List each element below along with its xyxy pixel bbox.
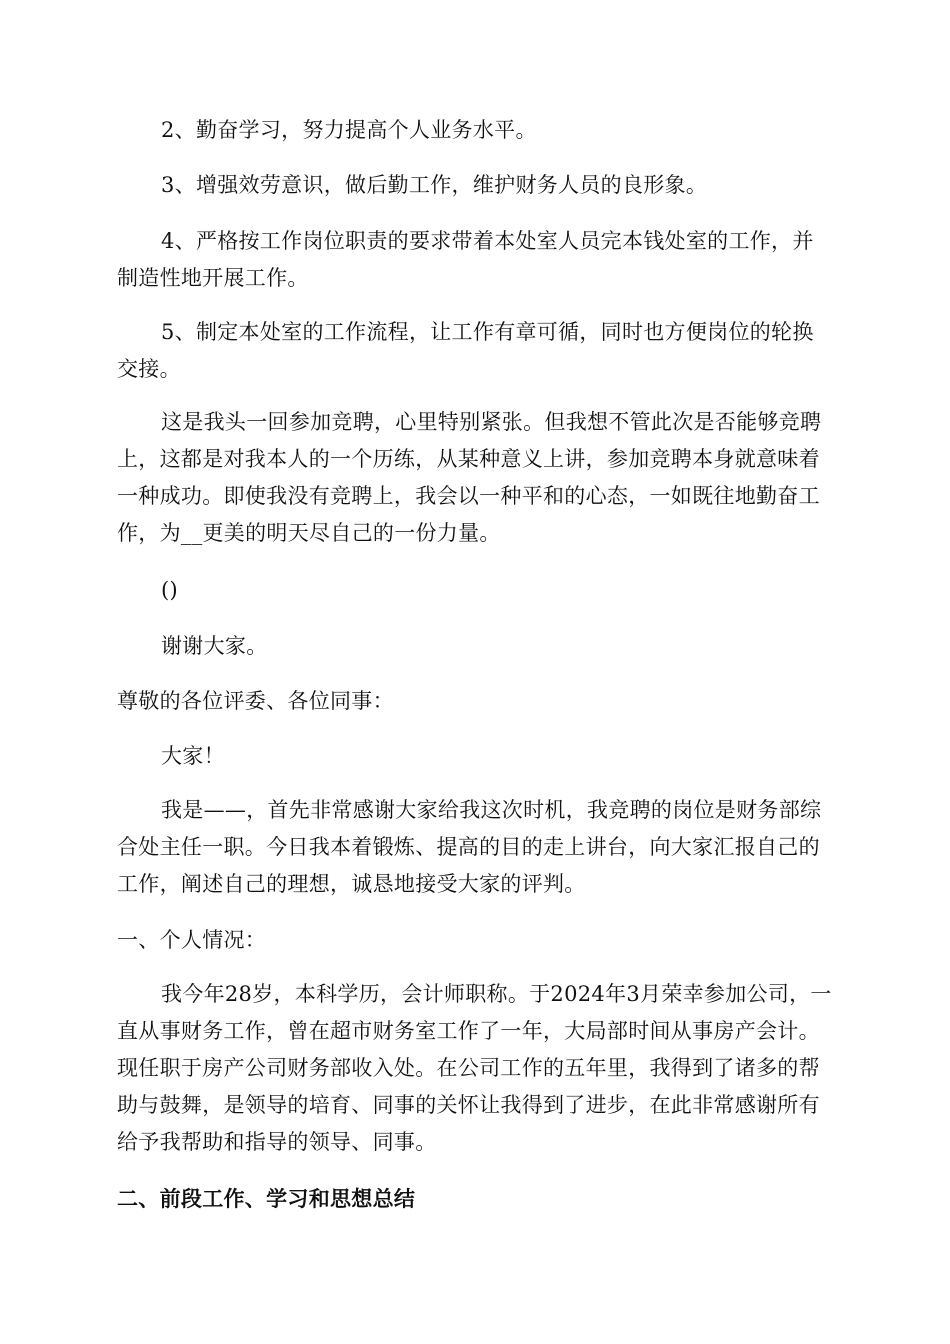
paragraph-parentheses: () — [161, 578, 178, 602]
greeting: 大家！ — [161, 744, 225, 768]
paragraph-thanks: 谢谢大家。 — [161, 634, 268, 658]
section-heading-summary: 二、前段工作、学习和思想总结 — [117, 1186, 416, 1211]
paragraph-intro: 我是——，首先非常感谢大家给我这次时机，我竞聘的岗位是财务部综合处主任一职。今日我本着锻炼、提高的目的走上讲台，向大家汇报自己的工作，阐述自己的理想，诚恳地接受大家的评判。 — [117, 798, 822, 896]
salutation: 尊敬的各位评委、各位同事： — [117, 689, 394, 713]
paragraph-item-3: 3、增强效劳意识，做后勤工作，维护财务人员的良形象。 — [161, 173, 708, 197]
paragraph-item-2: 2、勤奋学习，努力提高个人业务水平。 — [161, 118, 537, 142]
section-heading-personal: 一、个人情况： — [117, 928, 267, 952]
paragraph-closing: 这是我头一回参加竞聘，心里特别紧张。但我想不管此次是否能够竞聘上，这都是对我本人的一个历练，从某种意义上讲，参加竞聘本身就意味着一种成功。即使我没有竞聘上，我会以一种平和的心态，一如既往地勤奋工作，为__更美的明天尽自己的一份力量。 — [117, 410, 822, 545]
paragraph-personal: 我今年28岁，本科学历，会计师职称。于2024年3月荣幸参加公司，一直从事财务工作，曾在超市财务室工作了一年，大局部时间从事房产会计。现任职于房产公司财务部收入处。在公司工作的五年里，我得到了诸多的帮助与鼓舞，是领导的培育、同事的关怀让我得到了进步，在此非常感谢所有给予我帮助和指导的领导、同事。 — [117, 982, 832, 1154]
paragraph-item-5: 5、制定本处室的工作流程，让工作有章可循，同时也方便岗位的轮换交接。 — [117, 320, 814, 381]
paragraph-item-4: 4、严格按工作岗位职责的要求带着本处室人员完本钱处室的工作，并制造性地开展工作。 — [117, 229, 814, 290]
